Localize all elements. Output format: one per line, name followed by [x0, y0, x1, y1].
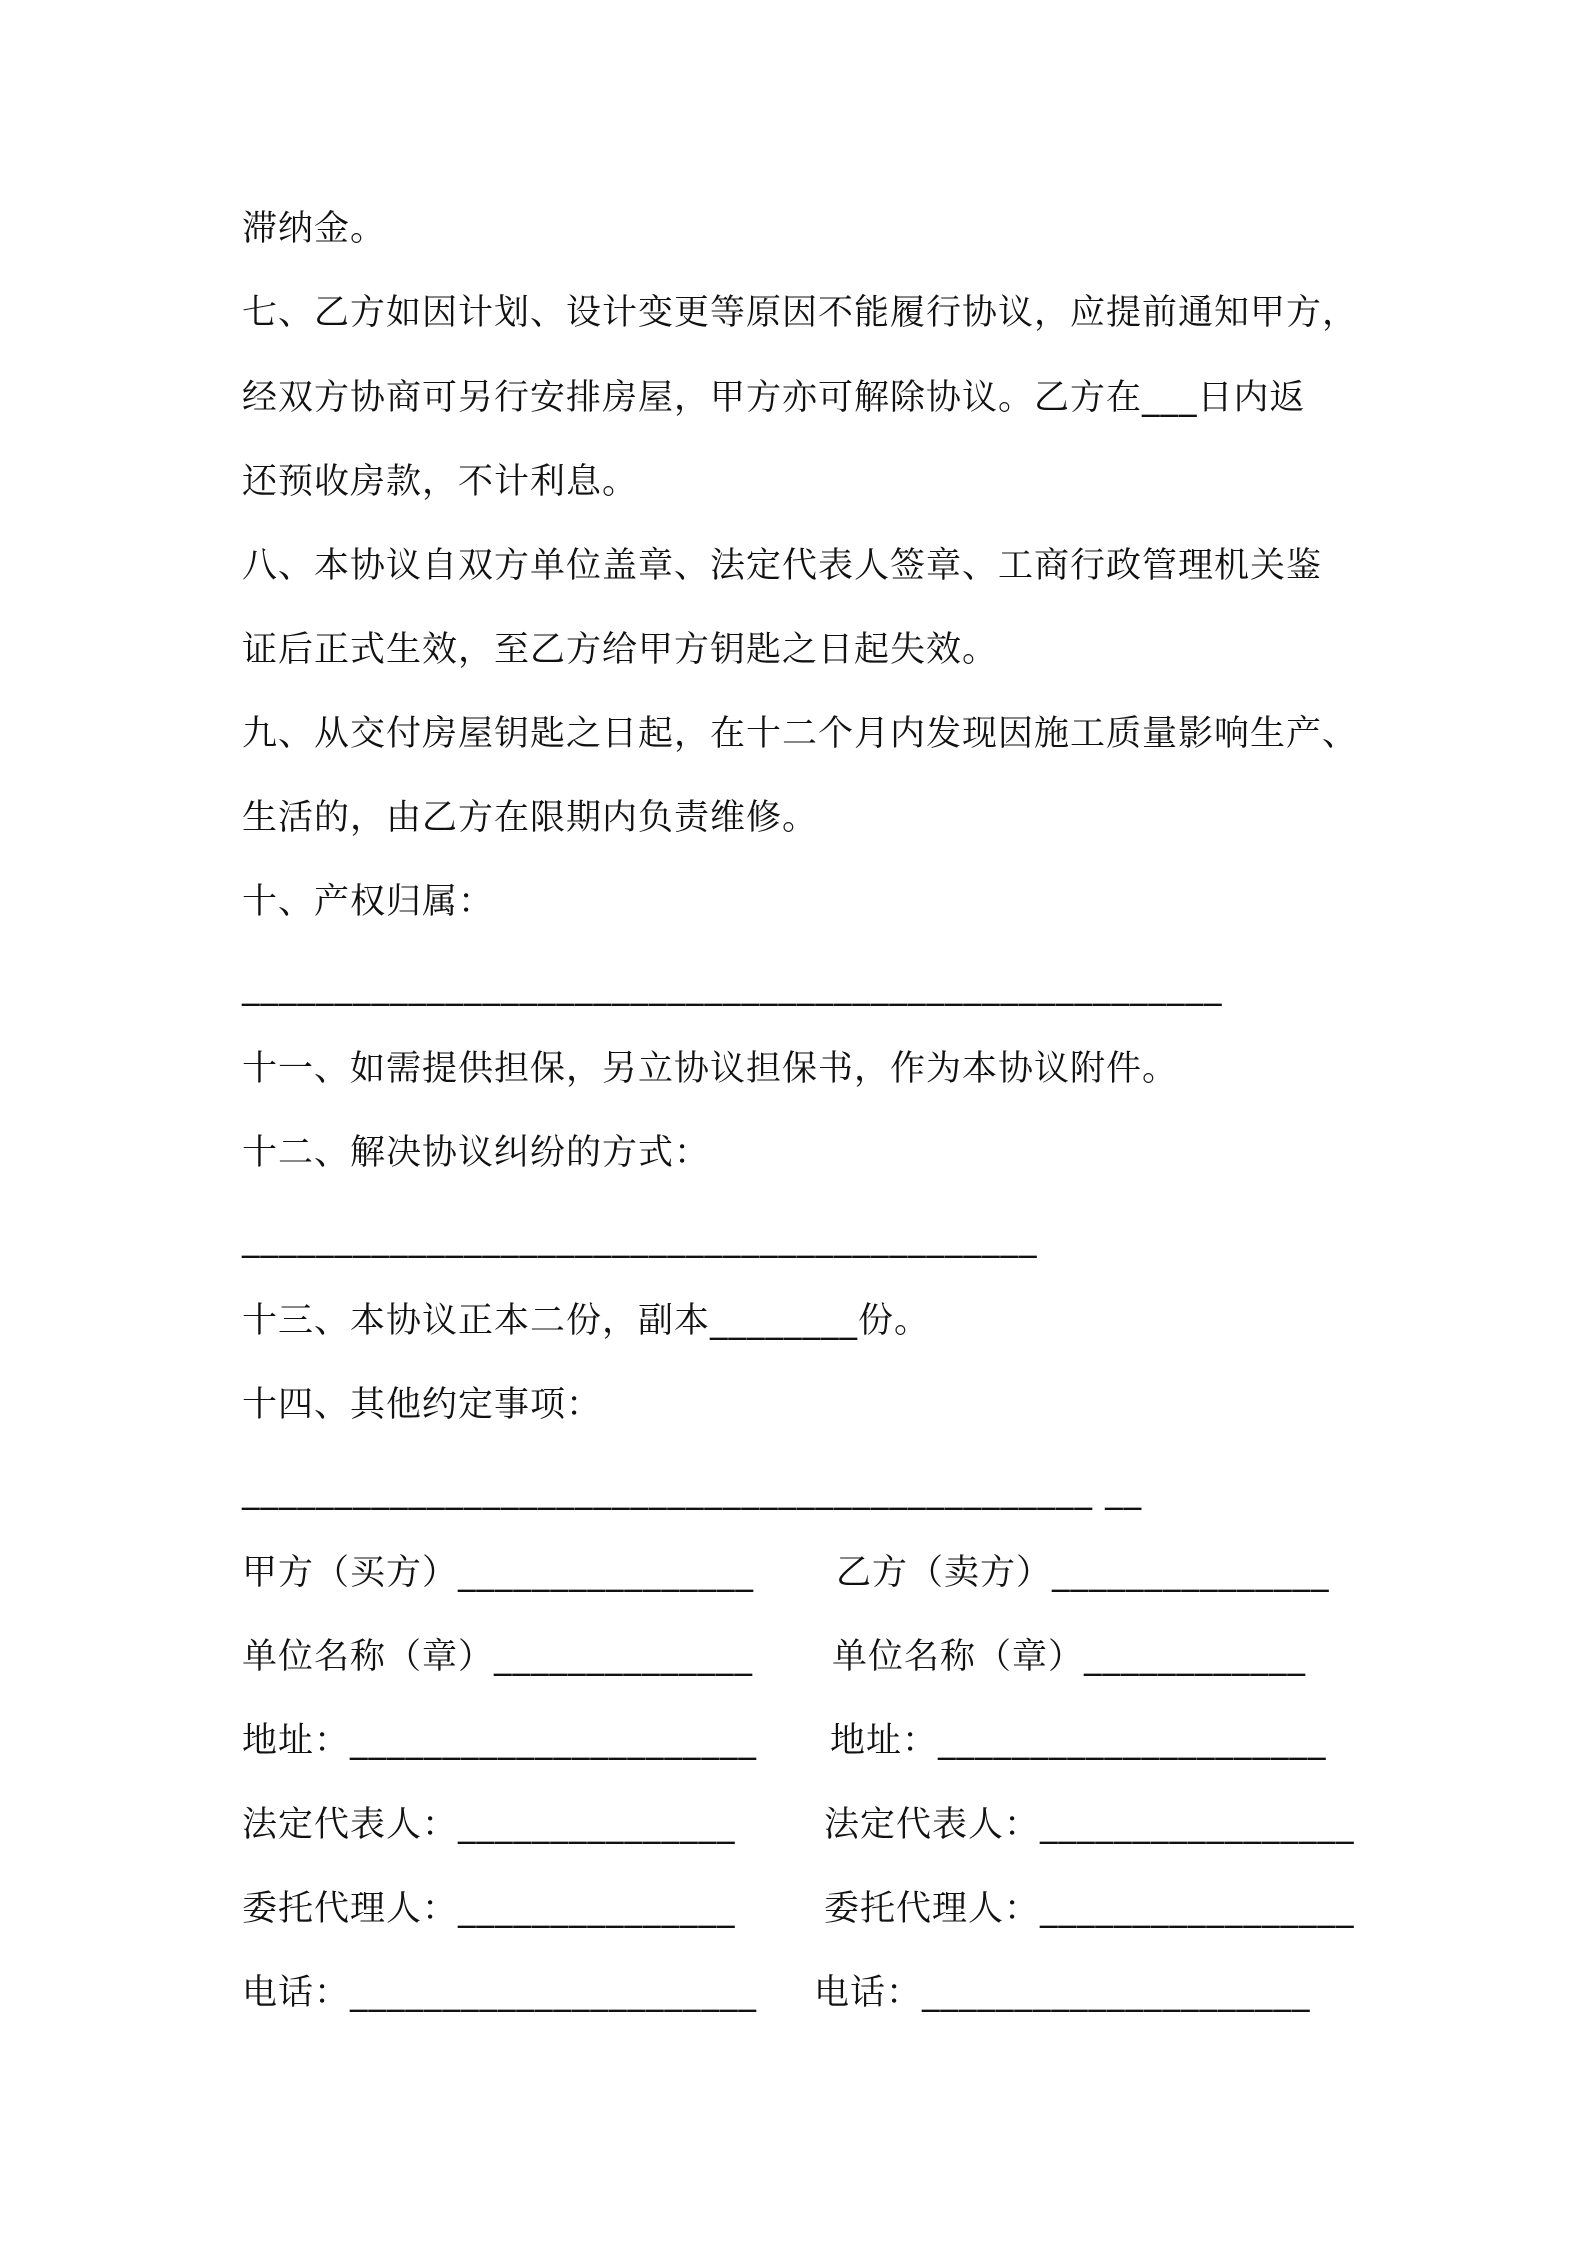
paragraph-line: 九、从交付房屋钥匙之日起，在十二个月内发现因施工质量影响生产、 [242, 714, 1359, 754]
paragraph-line: 十四、其他约定事项： [242, 1385, 603, 1425]
paragraph-line: 八、本协议自双方单位盖章、法定代表人签章、工商行政管理机关鉴 [242, 546, 1323, 586]
party-b-address: 地址：_____________________ [830, 1721, 1327, 1761]
blank-line: ______________________________________________ __ [242, 1471, 1143, 1511]
party-b-seller: 乙方（卖方）_______________ [836, 1553, 1330, 1593]
party-a-legal-rep: 法定代表人：_______________ [242, 1805, 736, 1845]
party-a-unit-name: 单位名称（章）______________ [242, 1637, 754, 1677]
paragraph-line: 生活的，由乙方在限期内负责维修。 [242, 798, 819, 838]
paragraph-line: 七、乙方如因计划、设计变更等原因不能履行协议，应提前通知甲方， [242, 293, 1359, 333]
party-b-unit-name: 单位名称（章）____________ [832, 1637, 1307, 1677]
paragraph-line: 十二、解决协议纠纷的方式： [242, 1133, 711, 1173]
paragraph-line: 证后正式生效，至乙方给甲方钥匙之日起失效。 [242, 630, 999, 670]
paragraph-line: 十、产权归属： [242, 882, 495, 922]
party-a-address: 地址：______________________ [242, 1721, 758, 1761]
paragraph-line: 十三、本协议正本二份，副本________份。 [242, 1301, 931, 1341]
party-a-phone: 电话：______________________ [242, 1973, 758, 2013]
paragraph-line: 滞纳金。 [242, 209, 387, 249]
party-b-phone: 电话：_____________________ [814, 1973, 1311, 2013]
party-b-legal-rep: 法定代表人：_________________ [824, 1805, 1355, 1845]
paragraph-line: 经双方协商可另行安排房屋，甲方亦可解除协议。乙方在___日内返 [242, 378, 1306, 418]
blank-line: _____________________________________________________ [242, 967, 1223, 1007]
party-a-buyer: 甲方（买方）________________ [242, 1553, 755, 1593]
paragraph-line: 十一、如需提供担保，另立协议担保书，作为本协议附件。 [242, 1049, 1179, 1089]
party-a-agent: 委托代理人：_______________ [242, 1889, 736, 1929]
party-b-agent: 委托代理人：_________________ [824, 1889, 1355, 1929]
blank-line: ___________________________________________ [242, 1219, 1038, 1259]
paragraph-line: 还预收房款，不计利息。 [242, 462, 639, 502]
